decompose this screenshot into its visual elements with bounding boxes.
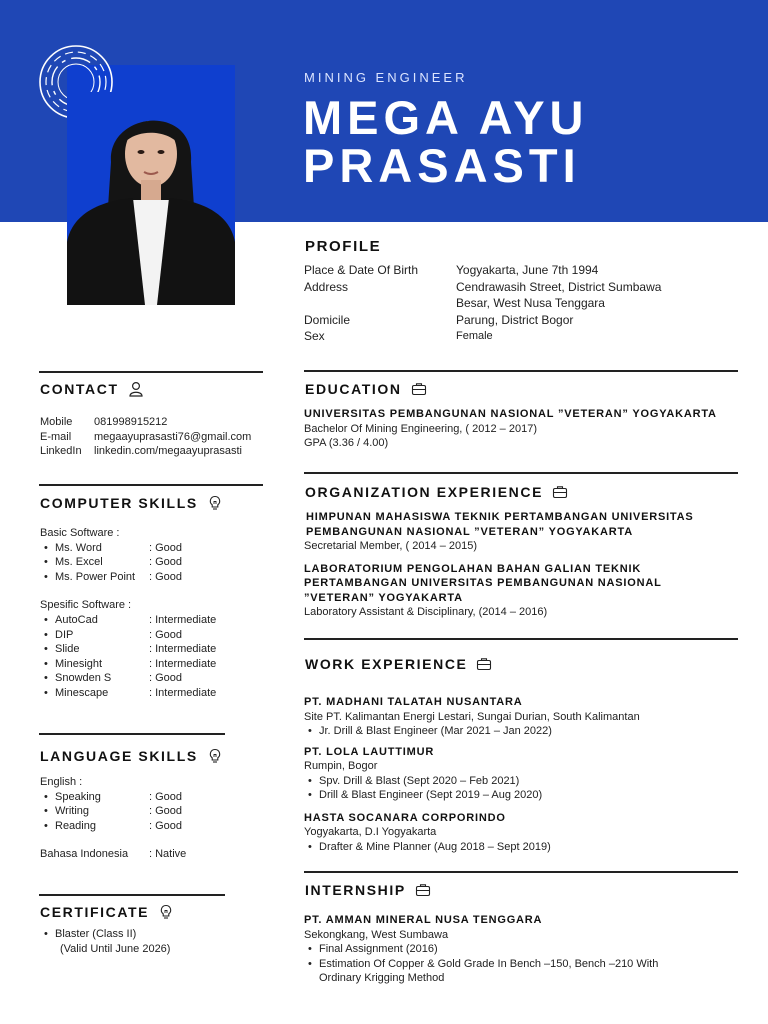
skill-level: : Good (149, 819, 183, 832)
full-name (303, 91, 589, 192)
skill-level: : Intermediate (149, 657, 217, 670)
specific-software-heading: Spesific Software : (40, 599, 132, 612)
skill-name: • Ms. Word (55, 541, 102, 554)
contact-label: Mobile (40, 416, 73, 428)
skill-name: • Minesight (55, 657, 103, 670)
skill-name: • DIP (55, 628, 74, 641)
certificate-title: CERTIFICATE (40, 904, 150, 920)
briefcase-icon (552, 484, 568, 500)
organization-name: HIMPUNAN MAHASISWA TEKNIK PERTAMBANGAN UNIVERSITAS (306, 511, 694, 523)
skill-item (40, 790, 270, 805)
organization-item (304, 510, 744, 554)
language-skills-heading (40, 748, 223, 764)
organization-name: PEMBANGUNAN NASIONAL ”VETERAN” YOGYAKARTA (306, 525, 633, 538)
language-skills-title: LANGUAGE SKILLS (40, 748, 198, 764)
internship-item-continuation: Ordinary Krigging Method (319, 972, 445, 985)
contact-label: LinkedIn (40, 445, 82, 458)
organization-name: LABORATORIUM PENGOLAHAN BAHAN GALIAN TEKNIK (304, 562, 642, 575)
contact-mobile[interactable]: 081998915212 (94, 416, 168, 428)
skill-level: : Good (149, 541, 183, 554)
education-heading (305, 381, 427, 397)
work-company: HASTA SOCANARA CORPORINDO (304, 811, 506, 824)
work-role: • Drill & Blast Engineer (Sept 2019 – Aug 2020) (304, 788, 744, 803)
profile-heading (305, 238, 381, 255)
education-block (304, 407, 744, 451)
skill-item (40, 541, 270, 556)
skill-name: Bahasa Indonesia (40, 848, 129, 861)
skill-level: : Good (149, 628, 183, 641)
internship-company: PT. AMMAN MINERAL NUSA TENGGARA (304, 914, 543, 926)
contact-title: CONTACT (40, 381, 119, 397)
skill-name: • Minescape (55, 686, 109, 699)
profile-photo (67, 92, 235, 305)
skill-name: • Speaking (55, 790, 101, 803)
internship-item: • Final Assignment (2016) (304, 942, 744, 957)
skill-name: • Ms. Power Point (55, 570, 136, 583)
internship-block (304, 913, 744, 986)
contact-heading (40, 381, 144, 397)
divider (304, 638, 738, 640)
user-icon (128, 381, 144, 397)
skill-item (40, 613, 270, 628)
briefcase-icon (415, 882, 431, 898)
education-title: EDUCATION (305, 381, 402, 397)
lightbulb-icon (158, 904, 174, 920)
lightbulb-icon (207, 748, 223, 764)
specific-software-list (40, 613, 270, 701)
organization-heading (305, 484, 568, 500)
skill-level: : Intermediate (149, 613, 217, 626)
skill-level: : Good (149, 790, 183, 803)
internship-item: • Estimation Of Copper & Gold Grade In Bench –150, Bench –210 With (304, 957, 744, 972)
computer-skills-title: COMPUTER SKILLS (40, 495, 198, 511)
profile-label (304, 295, 456, 312)
profile-label: Place & Date Of Birth (304, 263, 419, 277)
skill-level: : Intermediate (149, 686, 217, 699)
english-list (40, 790, 270, 834)
skill-name: • Writing (55, 805, 90, 818)
language-skills-list (40, 775, 270, 862)
profile-table (304, 262, 724, 345)
organization-name: ”VETERAN” YOGYAKARTA (304, 591, 463, 604)
skill-item (40, 671, 270, 686)
profile-value: Yogyakarta, June 7th 1994 (456, 263, 599, 277)
skill-item (40, 642, 270, 657)
profile-row (304, 312, 724, 329)
work-role: • Jr. Drill & Blast Engineer (Mar 2021 – Jan 2022) (304, 724, 744, 739)
briefcase-icon (411, 381, 427, 397)
education-degree: Bachelor Of Mining Engineering, ( 2012 – 2017) (304, 422, 537, 435)
organization-title: ORGANIZATION EXPERIENCE (305, 484, 544, 500)
certificate-list (40, 927, 270, 956)
skill-level: : Intermediate (149, 643, 217, 656)
internship-title: INTERNSHIP (305, 882, 406, 898)
profile-value: Parung, District Bogor (456, 312, 574, 327)
skill-item (40, 819, 270, 834)
skill-item (40, 686, 270, 701)
basic-software-heading: Basic Software : (40, 527, 120, 539)
computer-skills-heading (40, 495, 223, 511)
job-title: MINING ENGINEER (304, 70, 468, 85)
work-company: PT. MADHANI TALATAH NUSANTARA (304, 696, 523, 708)
profile-label: Address (304, 279, 349, 294)
divider (304, 472, 738, 474)
name-line-2: PRASASTI (303, 139, 581, 192)
work-location: Site PT. Kalimantan Energi Lestari, Sungai Durian, South Kalimantan (304, 710, 640, 723)
skill-name: • Snowden S (55, 672, 112, 685)
lightbulb-icon (207, 495, 223, 511)
work-company: PT. LOLA LAUTTIMUR (304, 745, 435, 758)
skill-level: : Native (149, 848, 187, 861)
certificate-heading (40, 904, 174, 920)
certificate-note: (Valid Until June 2026) (60, 942, 171, 955)
education-gpa: GPA (3.36 / 4.00) (304, 437, 389, 450)
profile-title: PROFILE (305, 238, 382, 255)
organization-role: Secretarial Member, ( 2014 – 2015) (304, 540, 478, 552)
contact-email[interactable]: megaayuprasasti76@gmail.com (94, 430, 252, 443)
divider (39, 894, 225, 896)
skill-level: : Good (149, 672, 183, 685)
divider (304, 871, 738, 873)
divider (39, 484, 263, 486)
profile-label: Sex (304, 329, 325, 343)
work-experience-heading (305, 656, 492, 672)
work-list (304, 695, 744, 855)
skill-name: • Ms. Excel (55, 556, 103, 569)
skill-level: : Good (149, 805, 183, 818)
contact-linkedin[interactable]: linkedin.com/megaayuprasasti (94, 445, 242, 458)
organization-item (304, 562, 744, 620)
divider (39, 733, 225, 735)
profile-value: Cendrawasih Street, District Sumbawa (456, 279, 662, 294)
skill-name: • AutoCad (55, 613, 98, 626)
skill-item (40, 628, 270, 643)
organization-role: Laboratory Assistant & Disciplinary, (2014 – 2016) (304, 606, 548, 619)
profile-row (304, 262, 724, 279)
work-role: • Drafter & Mine Planner (Aug 2018 – Sept 2019) (304, 840, 744, 855)
organization-name: PERTAMBANGAN UNIVERSITAS PEMBANGUNAN NASIONAL (304, 577, 662, 590)
contact-label: E-mail (40, 430, 72, 443)
name-line-1: MEGA AYU (303, 91, 589, 144)
profile-row (304, 295, 724, 312)
education-school: UNIVERSITAS PEMBANGUNAN NASIONAL ”VETERAN” YOGYAKARTA (304, 408, 717, 420)
skill-item (40, 555, 270, 570)
english-heading: English : (40, 776, 83, 788)
profile-row (304, 328, 724, 345)
skill-level: : Good (149, 556, 183, 569)
work-item (304, 695, 744, 739)
certificate-item: • Blaster (Class II) (40, 927, 270, 942)
skill-level: : Good (149, 570, 183, 583)
skill-item (40, 570, 270, 585)
profile-row (304, 279, 724, 296)
basic-software-list (40, 541, 270, 585)
organization-list (304, 510, 744, 620)
work-item (304, 811, 744, 855)
skill-name: • Slide (55, 643, 80, 656)
profile-label: Domicile (304, 312, 351, 327)
divider (39, 371, 263, 373)
internship-location: Sekongkang, West Sumbawa (304, 928, 449, 941)
profile-value: Female (456, 330, 493, 342)
work-role: • Spv. Drill & Blast (Sept 2020 – Feb 2021) (304, 774, 744, 789)
contact-list (40, 415, 270, 459)
work-location: Rumpin, Bogor (304, 760, 378, 773)
internship-heading (305, 882, 431, 898)
profile-value: Besar, West Nusa Tenggara (456, 296, 605, 310)
briefcase-icon (476, 656, 492, 672)
computer-skills-list (40, 526, 270, 701)
divider (304, 370, 738, 372)
skill-item (40, 847, 270, 862)
work-title: WORK EXPERIENCE (305, 656, 468, 672)
work-location: Yogyakarta, D.I Yogyakarta (304, 826, 437, 839)
skill-item (40, 804, 270, 819)
skill-item (40, 657, 270, 672)
skill-name: • Reading (55, 819, 96, 832)
work-item (304, 745, 744, 803)
